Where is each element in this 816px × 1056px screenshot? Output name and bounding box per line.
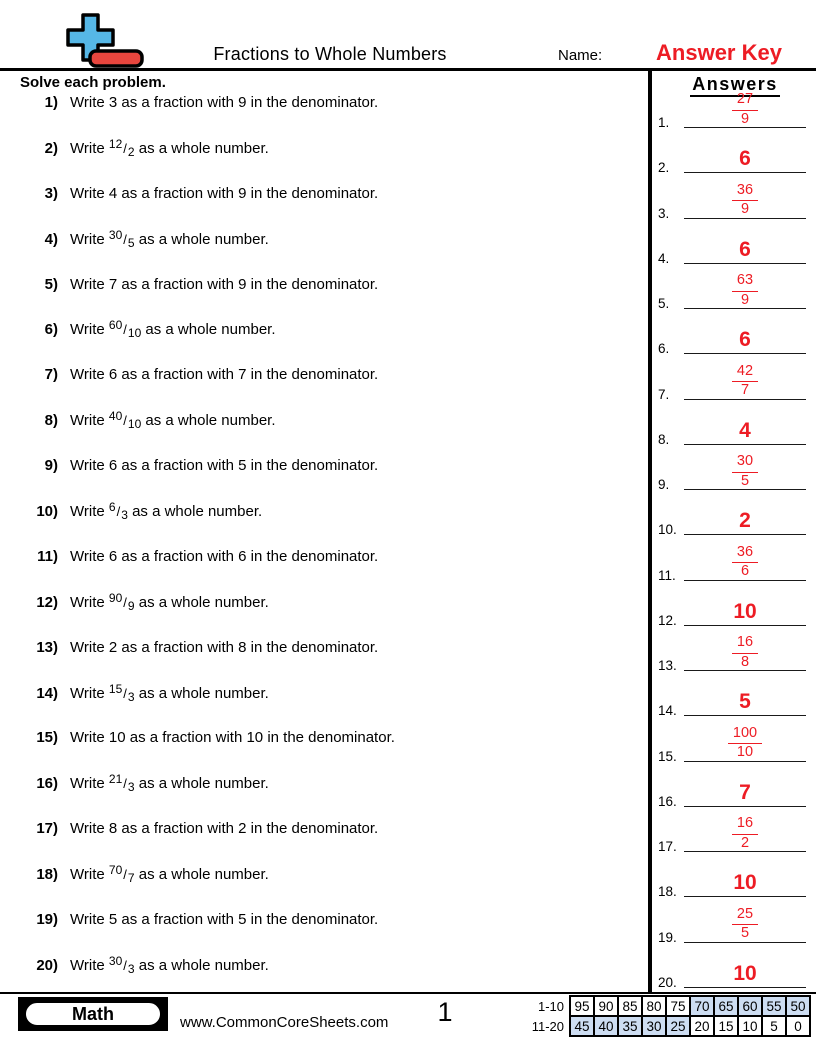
answer-number: 3. — [658, 205, 670, 221]
problem-row — [20, 772, 635, 794]
score-grid-range-label: 11-20 — [531, 1018, 564, 1034]
fraction-expression: $^{90}/_9$ — [108, 590, 135, 613]
problem-text: Write $^{70}/_7$ as a whole number. — [70, 863, 269, 886]
answer-slot — [656, 871, 810, 900]
answer-slot — [656, 418, 810, 447]
page-title: Fractions to Whole Numbers — [213, 44, 447, 64]
answer-key-label: Answer Key — [656, 40, 782, 65]
score-grid-cell: 65 — [714, 996, 738, 1016]
problem-row — [20, 276, 635, 293]
answer-number: 2. — [658, 160, 670, 176]
problem-row — [20, 639, 635, 656]
answer-value-whole: 10 — [733, 961, 757, 985]
score-grid-cell: 40 — [594, 1016, 618, 1036]
score-grid-cell: 10 — [738, 1016, 762, 1036]
page-number: 1 — [437, 997, 453, 1027]
problem-number: 2) — [44, 139, 58, 157]
answer-number: 18. — [658, 884, 677, 900]
score-grid-cell: 90 — [594, 996, 618, 1016]
fraction-expression: $^{12}/_2$ — [108, 136, 135, 159]
answer-slot — [656, 147, 810, 176]
problem-text: Write $^{12}/_2$ as a whole number. — [70, 136, 269, 159]
instructions-text: Solve each problem. — [20, 74, 166, 91]
answer-number: 13. — [658, 658, 677, 673]
answer-slot — [656, 724, 810, 764]
answer-slot — [656, 543, 810, 583]
problem-row — [20, 409, 635, 431]
score-grid-cell: 60 — [738, 996, 762, 1016]
problem-row — [20, 682, 635, 704]
answer-slot — [656, 815, 810, 854]
answer-slot — [656, 961, 810, 990]
score-grid-cell: 25 — [666, 1016, 690, 1036]
problem-number: 18) — [36, 866, 58, 884]
score-grid-cell: 35 — [618, 1016, 642, 1036]
answer-number: 20. — [658, 974, 677, 990]
fraction-expression: $^{21}/_3$ — [108, 772, 135, 795]
score-grid-cell: 5 — [762, 1016, 786, 1036]
problem-row — [20, 911, 635, 928]
footer-divider-line — [0, 992, 816, 994]
problem-number: 9) — [44, 457, 58, 475]
problem-number: 1) — [44, 94, 58, 111]
answer-number: 10. — [658, 522, 677, 538]
problem-text: Write 6 as a fraction with 7 in the denominator. — [70, 366, 379, 384]
problem-text: Write $^{30}/_5$ as a whole number. — [70, 227, 269, 250]
answer-blank-line — [684, 715, 806, 716]
website-text: www.CommonCoreSheets.com — [180, 1014, 389, 1031]
answer-blank-line — [684, 353, 806, 354]
answer-slot — [656, 905, 810, 945]
problem-number: 20) — [36, 956, 58, 974]
fraction-expression: $^{30}/_3$ — [108, 953, 135, 976]
score-grid-cell: 95 — [570, 996, 594, 1016]
problem-number: 6) — [44, 321, 58, 339]
answer-value-whole: 10 — [733, 871, 757, 895]
score-grid-range-label: 1-10 — [537, 998, 564, 1014]
answer-slot — [656, 91, 810, 130]
problem-number: 12) — [36, 593, 58, 611]
answer-number: 9. — [658, 477, 670, 492]
fraction-expression: $^{70}/_7$ — [108, 863, 135, 886]
score-grid-cell: 80 — [642, 996, 666, 1016]
answer-number: 8. — [658, 431, 670, 447]
answer-slot — [656, 181, 810, 221]
score-grid — [528, 995, 811, 1037]
score-grid-cell: 30 — [642, 1016, 666, 1036]
problem-row — [20, 366, 635, 383]
problem-row — [20, 137, 635, 159]
answer-blank-line — [684, 263, 806, 264]
answer-value-whole: 6 — [739, 237, 751, 261]
answer-value-fraction: $\frac{16}{2}$ — [684, 815, 806, 852]
problem-text: Write 5 as a fraction with 5 in the denominator. — [70, 911, 379, 929]
problem-text: Write 4 as a fraction with 9 in the denominator. — [70, 184, 379, 202]
problem-row — [20, 863, 635, 885]
fraction-expression: $^{15}/_3$ — [108, 681, 135, 704]
problem-text: Write $^{30}/_3$ as a whole number. — [70, 953, 269, 976]
answer-slot — [656, 328, 810, 357]
score-grid-cell: 20 — [690, 1016, 714, 1036]
answer-number: 7. — [658, 386, 670, 402]
problem-row — [20, 228, 635, 250]
problem-row — [20, 548, 635, 565]
answer-number: 11. — [658, 567, 676, 583]
problem-text: Write $^{90}/_9$ as a whole number. — [70, 590, 269, 613]
answer-number: 19. — [658, 929, 677, 945]
answer-slot — [656, 237, 810, 266]
problem-number: 17) — [36, 820, 58, 838]
answer-value-whole: 6 — [739, 147, 751, 171]
answer-slot — [656, 634, 810, 673]
problem-text: Write 7 as a fraction with 9 in the denominator. — [70, 275, 379, 293]
answer-value-fraction: $\frac{36}{9}$ — [684, 182, 806, 219]
problem-row — [20, 954, 635, 976]
problem-text: Write 3 as a fraction with 9 in the denominator. — [70, 94, 379, 111]
answer-list — [656, 91, 810, 990]
answer-value-fraction: $\frac{63}{9}$ — [684, 272, 806, 309]
problem-list — [20, 94, 635, 976]
fraction-expression: $^{30}/_5$ — [108, 227, 135, 250]
problem-number: 16) — [36, 775, 58, 793]
answer-value-fraction: $\frac{27}{9}$ — [684, 91, 806, 128]
score-grid-cell: 55 — [762, 996, 786, 1016]
problem-number: 14) — [36, 684, 58, 702]
problem-row — [20, 457, 635, 474]
problem-number: 10) — [36, 503, 58, 521]
answer-blank-line — [684, 987, 806, 988]
answer-value-fraction: $\frac{16}{8}$ — [684, 634, 806, 671]
answer-number: 14. — [658, 703, 677, 719]
problem-text: Write 10 as a fraction with 10 in the denominator. — [70, 729, 395, 747]
answer-value-whole: 2 — [739, 509, 751, 533]
problem-row — [20, 318, 635, 340]
score-grid-cell: 45 — [570, 1016, 594, 1036]
answer-value-fraction: $\frac{100}{10}$ — [684, 725, 806, 762]
problem-text: Write 2 as a fraction with 8 in the denominator. — [70, 638, 379, 656]
answer-value-whole: 10 — [733, 599, 757, 623]
problem-row — [20, 500, 635, 522]
problem-number: 15) — [36, 729, 58, 747]
problem-text: Write 8 as a fraction with 2 in the denominator. — [70, 820, 379, 838]
answer-value-whole: 6 — [739, 328, 751, 352]
problem-text: Write $^{60}/_{10}$ as a whole number. — [70, 318, 276, 341]
answer-slot — [656, 509, 810, 538]
answer-slot — [656, 780, 810, 809]
answer-slot — [656, 599, 810, 628]
score-grid-row — [528, 1016, 810, 1036]
problem-text: Write $^{21}/_3$ as a whole number. — [70, 772, 269, 795]
answer-blank-line — [684, 896, 806, 897]
answer-number: 6. — [658, 341, 670, 357]
answer-blank-line — [684, 444, 806, 445]
subject-badge — [18, 997, 168, 1031]
problem-text: Write $^{15}/_3$ as a whole number. — [70, 681, 269, 704]
answer-value-fraction: $\frac{25}{5}$ — [684, 906, 806, 943]
problem-text: Write 6 as a fraction with 6 in the denominator. — [70, 547, 379, 565]
problem-text: Write $^6/_3$ as a whole number. — [70, 500, 263, 523]
answer-value-fraction: $\frac{36}{6}$ — [684, 544, 806, 581]
problem-row — [20, 591, 635, 613]
answer-number: 17. — [658, 839, 677, 854]
score-grid-cell: 75 — [666, 996, 690, 1016]
problem-number: 13) — [36, 638, 58, 656]
answer-blank-line — [684, 534, 806, 535]
problem-row — [20, 94, 635, 111]
answer-number: 1. — [658, 115, 670, 130]
answer-number: 12. — [658, 612, 677, 628]
problem-row — [20, 820, 635, 837]
score-grid-cell: 70 — [690, 996, 714, 1016]
problem-number: 11) — [37, 547, 58, 565]
score-grid-cell: 85 — [618, 996, 642, 1016]
answer-slot — [656, 690, 810, 719]
fraction-expression: $^{60}/_{10}$ — [108, 318, 142, 341]
score-grid-cell: 50 — [786, 996, 810, 1016]
problem-number: 19) — [36, 911, 58, 929]
fraction-expression: $^{40}/_{10}$ — [108, 409, 142, 432]
answer-blank-line — [684, 625, 806, 626]
answer-value-whole: 5 — [739, 690, 751, 714]
problem-text: Write $^{40}/_{10}$ as a whole number. — [70, 409, 276, 432]
problem-number: 5) — [44, 275, 58, 293]
score-grid-cell: 15 — [714, 1016, 738, 1036]
header-divider-line — [0, 68, 816, 71]
answer-value-whole: 4 — [739, 418, 751, 442]
answer-number: 4. — [658, 250, 670, 266]
problem-number: 8) — [44, 412, 58, 430]
answer-value-fraction: $\frac{42}{7}$ — [684, 363, 806, 400]
score-grid-cell: 0 — [786, 1016, 810, 1036]
problem-number: 4) — [44, 230, 58, 248]
answer-slot — [656, 362, 810, 402]
answer-value-fraction: $\frac{30}{5}$ — [684, 453, 806, 490]
problem-number: 7) — [44, 366, 58, 384]
answer-blank-line — [684, 172, 806, 173]
answer-value-whole: 7 — [739, 780, 751, 804]
fraction-expression: $^6/_3$ — [108, 500, 128, 523]
problem-row — [20, 185, 635, 202]
problem-row — [20, 729, 635, 746]
answers-heading: Answers — [660, 74, 810, 95]
problem-number: 3) — [44, 184, 58, 202]
answers-column-divider — [648, 71, 652, 992]
answer-number: 16. — [658, 793, 677, 809]
answer-slot — [656, 272, 810, 311]
subject-badge-label: Math — [24, 1001, 162, 1027]
name-label: Name: — [558, 47, 603, 64]
score-grid-row — [528, 996, 810, 1016]
answer-number: 5. — [658, 296, 670, 311]
answer-slot — [656, 453, 810, 492]
problem-text: Write 6 as a fraction with 5 in the denominator. — [70, 457, 379, 475]
answer-number: 15. — [658, 748, 677, 764]
answer-blank-line — [684, 806, 806, 807]
